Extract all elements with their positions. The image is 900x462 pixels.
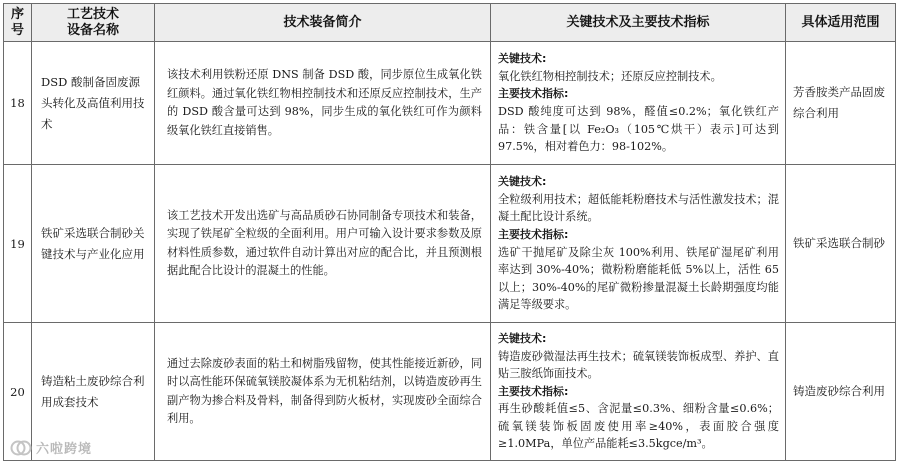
header-key-tech: 关键技术及主要技术指标 xyxy=(491,4,786,42)
key-tech-text: 全粒级利用技术；超低能耗粉磨技术与活性激发技术；混凝土配比设计系统。 xyxy=(498,192,779,224)
header-process-name: 工艺技术 设备名称 xyxy=(32,4,155,42)
row-name: 铁矿采选联合制砂关键技术与产业化应用 xyxy=(32,165,155,323)
key-tech-heading: 关键技术: xyxy=(498,331,547,345)
row-key-tech xyxy=(491,42,786,165)
header-seq: 序 号 xyxy=(4,4,32,42)
table-row xyxy=(4,323,896,461)
key-tech-text: 铸造废砂微湿法再生技术；硫氧镁装饰板成型、养护、直贴三胺纸饰面技术。 xyxy=(498,349,779,381)
row-description: 该技术利用铁粉还原 DNS 制备 DSD 酸，同步原位生成氧化铁红颜料。通过氧化铁红物相控制技术和还原反应控制技术，生产的 DSD 酸含量可达到 98%，同步生成的氧化铁红可作为颜料级氧化铁红直接销售。 xyxy=(155,42,491,165)
index-heading: 主要技术指标: xyxy=(498,384,569,398)
row-seq: 19 xyxy=(4,165,32,323)
index-heading: 主要技术指标: xyxy=(498,87,569,101)
row-description: 该工艺技术开发出选矿与高品质砂石协同制备专项技术和装备，实现了铁尾矿全粒级的全面利用。用户可输入设计要求参数及原材料性质参数，通过软件自动计算出对应的配合比，并且预测根据此配合比设计的混凝土的性能。 xyxy=(155,165,491,323)
index-text: 再生砂酸耗值≤5、含泥量≤0.3%、细粉含量≤0.6%；硫氧镁装饰板固废使用率≥40%，表面胶合强度≥1.0MPa，单位产品能耗≤3.5kgce/m³。 xyxy=(498,402,779,451)
row-scope: 铁矿采选联合制砂 xyxy=(786,165,896,323)
row-scope: 芳香胺类产品固废综合利用 xyxy=(786,42,896,165)
row-key-tech xyxy=(491,165,786,323)
table-row xyxy=(4,42,896,165)
table-row xyxy=(4,165,896,323)
row-name: 铸造粘土废砂综合利用成套技术 xyxy=(32,323,155,461)
header-scope: 具体适用范围 xyxy=(786,4,896,42)
index-text: DSD 酸纯度可达到 98%，醛值≤0.2%；氧化铁红产品：铁含量[以 Fe₂O₃（105℃烘干）表示]可达到 97.5%，相对着色力：98-102%。 xyxy=(498,105,779,154)
row-key-tech xyxy=(491,323,786,461)
row-name: DSD 酸制备固废源头转化及高值利用技术 xyxy=(32,42,155,165)
technology-table xyxy=(3,3,896,461)
key-tech-heading: 关键技术: xyxy=(498,52,547,66)
header-row xyxy=(4,4,896,42)
row-seq: 20 xyxy=(4,323,32,461)
row-scope: 铸造废砂综合利用 xyxy=(786,323,896,461)
row-seq: 18 xyxy=(4,42,32,165)
index-text: 选矿干抛尾矿及除尘灰 100%利用、铁尾矿湿尾矿利用率达到 30%-40%；微粉粉磨能耗低 5%以上，活性 65 以上；30%-40%的尾矿微粉掺量混凝土长龄期强度均能满足等级要求。 xyxy=(498,245,779,312)
logo-icon xyxy=(10,439,32,457)
key-tech-text: 氧化铁红物相控制技术；还原反应控制技术。 xyxy=(498,69,722,83)
key-tech-heading: 关键技术: xyxy=(498,175,547,189)
row-description: 通过去除废砂表面的粘土和树脂残留物，使其性能接近新砂，同时以高性能环保硫氧镁胶凝体系为无机粘结剂，以铸造废砂再生副产物为掺合料及骨料，制备得到防火板材，实现废砂全面综合利用。 xyxy=(155,323,491,461)
watermark-text: 六啦跨境 xyxy=(36,442,93,457)
watermark xyxy=(10,438,92,457)
index-heading: 主要技术指标: xyxy=(498,227,569,241)
header-description: 技术装备简介 xyxy=(155,4,491,42)
